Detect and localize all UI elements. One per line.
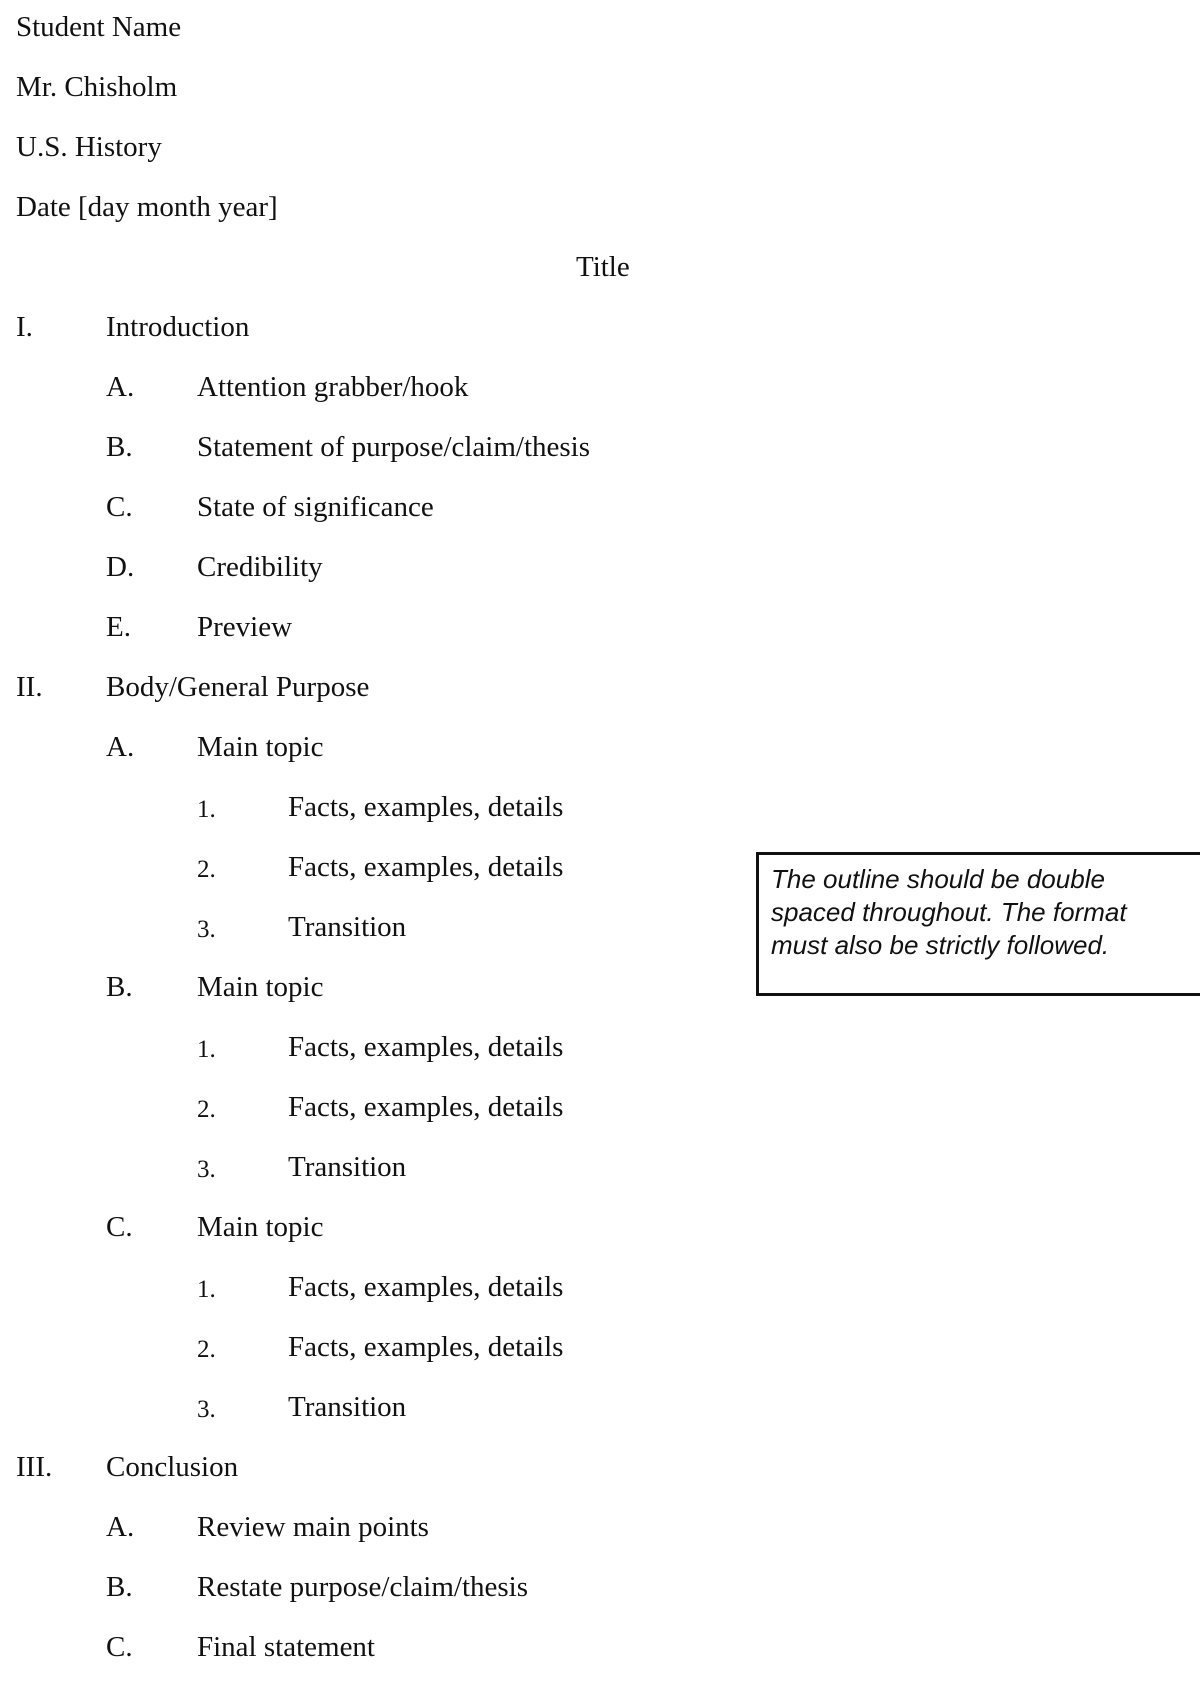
teacher-name: Mr. Chisholm <box>16 71 178 103</box>
detail-number: 2. <box>197 856 216 883</box>
item-letter: A. <box>106 371 135 403</box>
item-label: State of significance <box>197 491 434 523</box>
item-letter: B. <box>106 431 133 463</box>
detail-number: 1. <box>197 796 216 823</box>
item-label: Review main points <box>197 1511 429 1543</box>
item-letter: D. <box>106 551 135 583</box>
item-label: Restate purpose/claim/thesis <box>197 1571 529 1603</box>
item-label: Statement of purpose/claim/thesis <box>197 431 591 463</box>
item-label: Preview <box>197 611 293 643</box>
item-letter: B. <box>106 1571 133 1603</box>
section-numeral: II. <box>16 671 43 703</box>
detail-number: 3. <box>197 916 216 943</box>
item-letter: C. <box>106 1631 133 1663</box>
detail-label: Transition <box>288 1151 407 1183</box>
detail-label: Facts, examples, details <box>288 1031 564 1063</box>
page-title: Title <box>576 251 630 283</box>
detail-number: 1. <box>197 1036 216 1063</box>
detail-number: 3. <box>197 1396 216 1423</box>
topic-letter: C. <box>106 1211 133 1243</box>
section-label: Introduction <box>106 311 250 343</box>
item-letter: E. <box>106 611 131 643</box>
detail-number: 3. <box>197 1156 216 1183</box>
instruction-note-box: The outline should be double spaced throughout. The format must also be strictly followed. <box>756 852 1200 996</box>
detail-label: Facts, examples, details <box>288 851 564 883</box>
item-letter: C. <box>106 491 133 523</box>
item-label: Credibility <box>197 551 323 583</box>
section-label: Body/General Purpose <box>106 671 370 703</box>
topic-label: Main topic <box>197 731 324 763</box>
topic-letter: A. <box>106 731 135 763</box>
topic-label: Main topic <box>197 1211 324 1243</box>
detail-number: 1. <box>197 1276 216 1303</box>
detail-label: Transition <box>288 1391 407 1423</box>
topic-letter: B. <box>106 971 133 1003</box>
detail-label: Facts, examples, details <box>288 791 564 823</box>
date-line: Date [day month year] <box>16 191 278 223</box>
item-letter: A. <box>106 1511 135 1543</box>
item-label: Final statement <box>197 1631 375 1663</box>
detail-label: Facts, examples, details <box>288 1091 564 1123</box>
topic-label: Main topic <box>197 971 324 1003</box>
detail-number: 2. <box>197 1336 216 1363</box>
detail-label: Transition <box>288 911 407 943</box>
course-name: U.S. History <box>16 131 162 163</box>
detail-label: Facts, examples, details <box>288 1271 564 1303</box>
section-numeral: III. <box>16 1451 53 1483</box>
section-label: Conclusion <box>106 1451 239 1483</box>
item-label: Attention grabber/hook <box>197 371 469 403</box>
detail-label: Facts, examples, details <box>288 1331 564 1363</box>
student-name: Student Name <box>16 11 182 43</box>
detail-number: 2. <box>197 1096 216 1123</box>
section-numeral: I. <box>16 311 33 343</box>
